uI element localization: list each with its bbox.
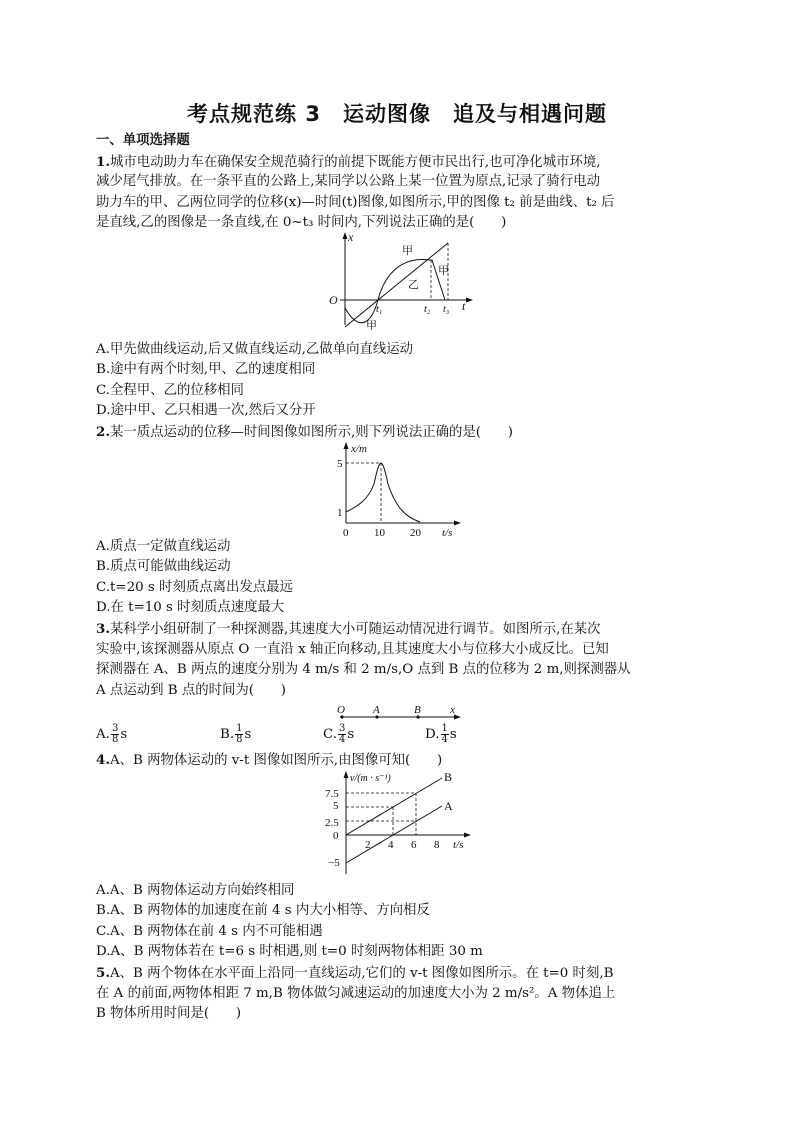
q2-option-d: D.在 t=10 s 时刻质点速度最大 <box>96 600 285 615</box>
q4-text: A、B 两物体运动的 v-t 图像如图所示,由图像可知( ) <box>109 753 443 768</box>
q2-curve <box>346 463 420 522</box>
q3-option-d: D. $\frac{1}{4}$ s <box>425 723 457 745</box>
q2-number: 2. <box>96 424 110 440</box>
q1-origin: O <box>329 293 338 307</box>
q3-stem-line-4: A 点运动到 B 点的时间为( ) <box>96 683 287 698</box>
q2-y-arrow <box>344 442 349 449</box>
q4-ytick-neg5: −5 <box>328 857 340 869</box>
q4-xtick-2: 2 <box>365 839 371 851</box>
q4-vt-graph <box>322 768 482 880</box>
q1-stem-line-1 <box>96 152 601 173</box>
q2-xtick-0: 0 <box>343 527 349 539</box>
q2-xtick-10: 10 <box>374 527 385 539</box>
q4-xtick-6: 6 <box>411 839 417 851</box>
q1-x-arrow <box>466 298 473 303</box>
section-heading: 一、单项选择题 <box>96 133 190 148</box>
q2-x-arrow <box>454 521 461 526</box>
q1-xt-graph <box>320 230 480 330</box>
q1-option-c: C.全程甲、乙的位移相同 <box>96 383 244 398</box>
q2-ytick-1: 1 <box>337 507 343 519</box>
q3-stem-line-2: 实验中,该探测器从原点 O 一直沿 x 轴正向移动,且其速度大小与位移大小成反比。已知 <box>96 642 609 657</box>
q1-y-label: x <box>348 230 354 244</box>
q5-text: A、B 两个物体在水平面上沿同一直线运动,它们的 v-t 图像如图所示。在 t=0 时刻,B <box>109 966 614 981</box>
q4-xtick-4: 4 <box>388 839 394 851</box>
q1-option-a: A.甲先做曲线运动,后又做直线运动,乙做单向直线运动 <box>96 342 414 357</box>
q3-label-a: A <box>373 704 380 716</box>
q4-ytick-5: 5 <box>333 800 339 812</box>
q4-option-a: A.A、B 两物体运动方向始终相同 <box>96 883 295 898</box>
q2-y-label: x/m <box>351 443 367 455</box>
q4-option-c: C.A、B 两物体在前 4 s 内不可能相遇 <box>96 924 323 939</box>
q2-text: 某一质点运动的位移—时间图像如图所示,则下列说法正确的是( ) <box>109 425 514 440</box>
q1-label-yi: 乙 <box>408 279 419 291</box>
q5-number: 5. <box>96 965 110 981</box>
q1-tick-t3: t₃ <box>443 304 450 315</box>
q2-ytick-5: 5 <box>337 458 343 470</box>
q3-label-x: x <box>450 704 455 716</box>
q2-x-label: t/s <box>442 527 453 539</box>
q1-stem-line-4: 是直线,乙的图像是一条直线,在 0~t₃ 时间内,下列说法正确的是( ) <box>96 215 507 230</box>
q1-label-jia-right: 甲 <box>438 265 449 277</box>
q3-number: 3. <box>96 621 110 637</box>
q1-stem-line-3: 助力车的甲、乙两位同学的位移(x)—时间(t)图像,如图所示,甲的图像 t₂ 前是曲线、t₂ 后 <box>96 195 615 210</box>
q1-x-label: t <box>462 299 466 313</box>
q3-text: 某科学小组研制了一种探测器,其速度大小可随运动情况进行调节。如图所示,在某次 <box>109 622 601 637</box>
q3-stem-line-1 <box>96 619 601 640</box>
q3-option-c: C. $\frac{3}{4}$ s <box>323 723 355 745</box>
q2-option-b: B.质点可能做曲线运动 <box>96 559 231 574</box>
page-title: 考点规范练 3 运动图像 追及与相遇问题 <box>187 102 607 126</box>
q4-ytick-0: 0 <box>333 830 339 842</box>
q2-option-c: C.t=20 s 时刻质点离出发点最远 <box>96 580 293 595</box>
q1-label-jia-bottom: 甲 <box>366 320 377 330</box>
q4-label-b: B <box>444 770 453 784</box>
q4-label-a: A <box>444 799 453 813</box>
q4-x-label: t/s <box>453 839 464 851</box>
q1-option-d: D.途中甲、乙只相遇一次,然后又分开 <box>96 403 316 418</box>
q1-text: 城市电动助力车在确保安全规范骑行的前提下既能方便市民出行,也可净化城市环境, <box>109 155 601 170</box>
q3-x-arrow <box>454 715 461 720</box>
q4-line-b <box>346 778 442 835</box>
q4-option-d: D.A、B 两物体若在 t=6 s 时相遇,则 t=0 时刻两物体相距 30 m <box>96 944 483 959</box>
q1-option-b: B.途中有两个时刻,甲、乙的速度相同 <box>96 362 316 377</box>
q2-xtick-20: 20 <box>410 527 421 539</box>
q4-option-b: B.A、B 两物体的加速度在前 4 s 内大小相等、方向相反 <box>96 903 430 918</box>
q1-label-jia-top: 甲 <box>402 245 413 257</box>
q2-xt-graph <box>330 440 470 540</box>
q1-stem-line-2: 减少尾气排放。在一条平直的公路上,某同学以公路上某一位置为原点,记录了骑行电动 <box>96 174 600 189</box>
q1-y-arrow <box>343 232 348 239</box>
q3-stem-line-3: 探测器在 A、B 两点的速度分别为 4 m/s 和 2 m/s,O 点到 B 点的位移为 2 m,则探测器从 <box>96 662 631 677</box>
q3-option-b: B. $\frac{1}{8}$ s <box>220 723 252 745</box>
q2-option-a: A.质点一定做直线运动 <box>96 539 231 554</box>
q1-number: 1. <box>96 154 110 170</box>
q4-ytick-7-5: 7.5 <box>325 788 339 800</box>
q5-stem-line-2: 在 A 的前面,两物体相距 7 m,B 物体做匀减速运动的加速度大小为 2 m/s²。A 物体追上 <box>96 986 616 1001</box>
q4-xtick-8: 8 <box>434 839 440 851</box>
q1-line-yi <box>345 243 448 327</box>
q3-label-o: O <box>337 704 345 716</box>
q4-x-arrow <box>464 833 471 838</box>
q4-ytick-2-5: 2.5 <box>325 817 339 829</box>
q3-option-a: A. $\frac{3}{8}$ s <box>96 723 128 745</box>
q4-y-label: v/(m · s⁻¹) <box>350 773 391 784</box>
q4-y-arrow <box>344 771 349 778</box>
q1-tick-t2: t₂ <box>424 304 431 315</box>
q4-number: 4. <box>96 752 110 768</box>
q3-axis-figure <box>330 703 470 723</box>
q5-stem-line-1 <box>96 963 613 984</box>
q1-tick-t1: t₁ <box>376 304 383 315</box>
q3-label-b: B <box>414 704 421 716</box>
q5-stem-line-3: B 物体所用时间是( ) <box>96 1006 242 1021</box>
